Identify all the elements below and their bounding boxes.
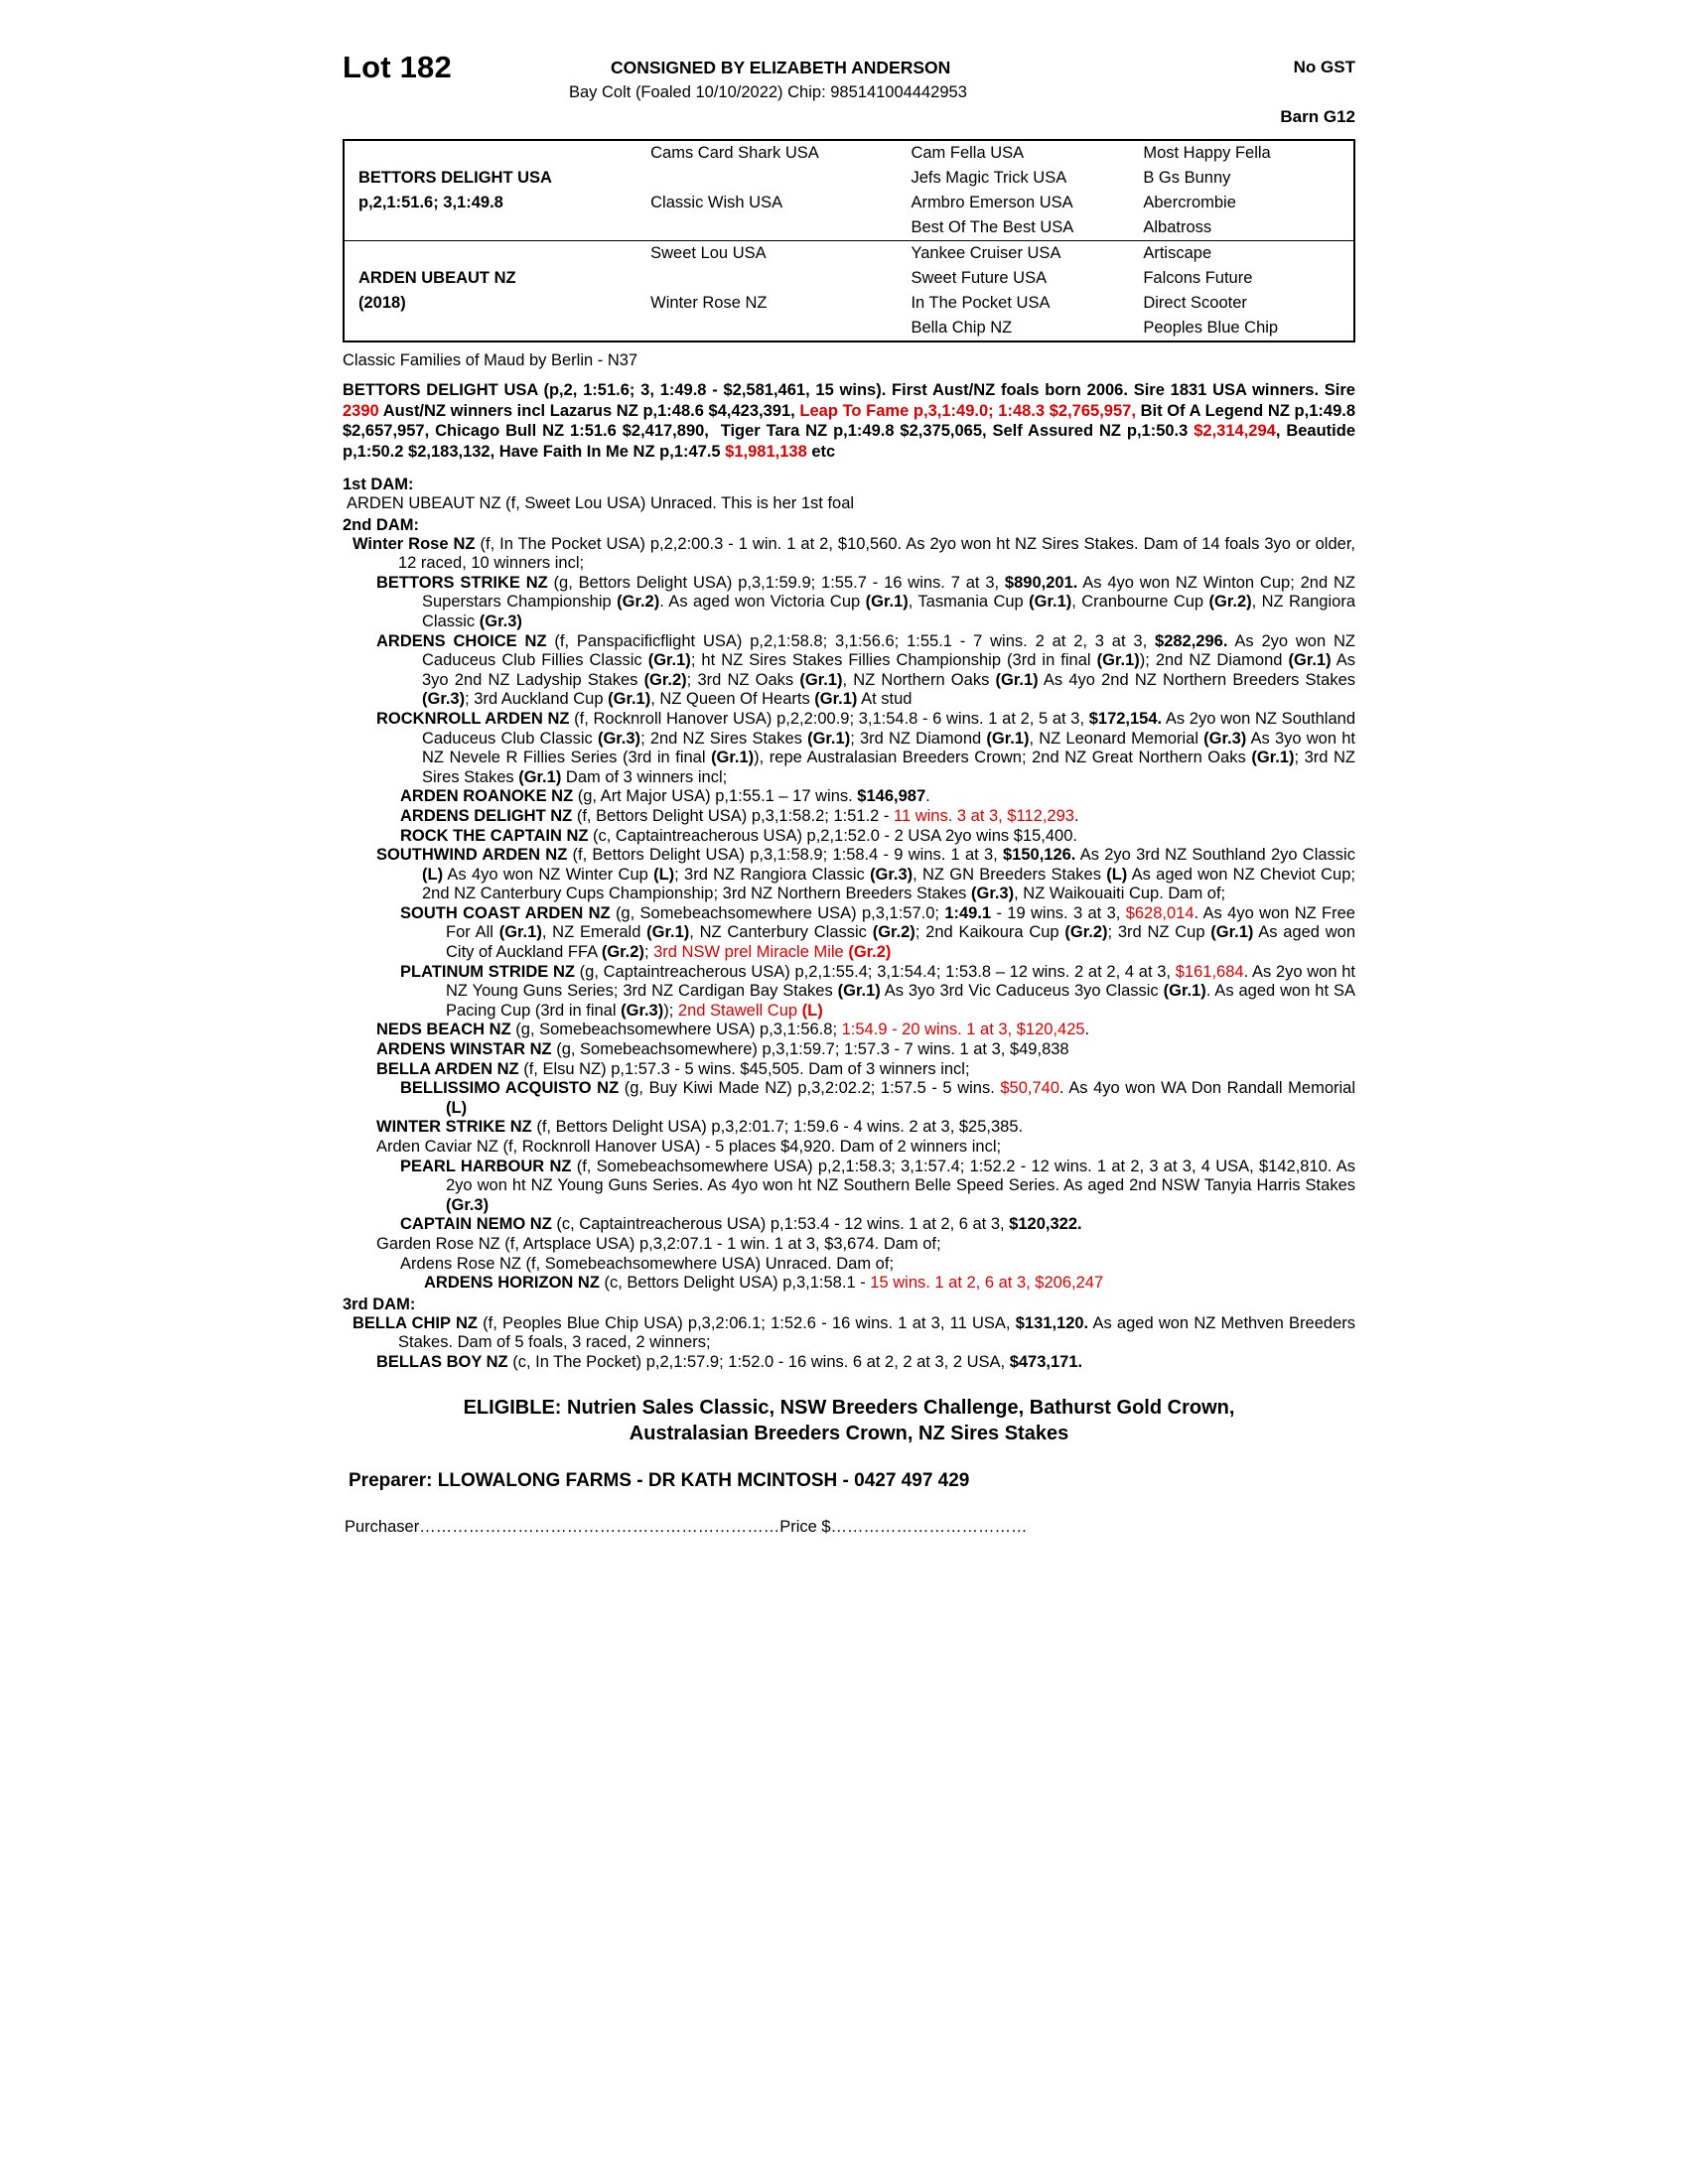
pedigree-entry: ARDENS DELIGHT NZ (f, Bettors Delight USA) p,3,1:58.2; 1:51.2 - 11 wins. 3 at 3, $112,293.: [400, 806, 1079, 825]
eligibility-line-1: ELIGIBLE: Nutrien Sales Classic, NSW Breeders Challenge, Bathurst Gold Crown,: [463, 1396, 1235, 1419]
pedigree-cell-gggsire-1: Most Happy Fella: [1143, 144, 1271, 162]
pedigree-cell-gsire-1: Cams Card Shark USA: [650, 144, 819, 162]
eligibility-line-2: Australasian Breeders Crown, NZ Sires Stakes: [629, 1422, 1069, 1444]
pedigree-entry: BELLA ARDEN NZ (f, Elsu NZ) p,1:57.3 - 5 wins. $45,505. Dam of 3 winners incl;: [376, 1059, 970, 1078]
pedigree-cell-ggsire-2: Jefs Magic Trick USA: [911, 169, 1067, 187]
table-row: [344, 266, 1354, 291]
pedigree-entry: NEDS BEACH NZ (g, Somebeachsomewhere USA) p,3,1:56.8; 1:54.9 - 20 wins. 1 at 3, $120,425.: [376, 1021, 1090, 1039]
table-row: [344, 241, 1354, 267]
pedigree-entry: CAPTAIN NEMO NZ (c, Captaintreacherous USA) p,1:53.4 - 12 wins. 1 at 2, 6 at 3, $120,322.: [400, 1215, 1082, 1234]
pedigree-entry: Ardens Rose NZ (f, Somebeachsomewhere USA) Unraced. Dam of;: [400, 1254, 895, 1273]
pedigree-entry: BELLISSIMO ACQUISTO NZ (g, Buy Kiwi Made NZ) p,3,2:02.2; 1:57.5 - 5 wins. $50,740. As 4yo won WA Don Randall Memorial (L): [400, 1079, 1356, 1117]
pedigree-entry: BELLAS BOY NZ (c, In The Pocket) p,2,1:57.9; 1:52.0 - 16 wins. 6 at 2, 2 at 3, 2 USA, $473,171.: [376, 1352, 1083, 1371]
pedigree-cell-sire-1: [344, 140, 644, 166]
pedigree-entry: BETTORS STRIKE NZ (g, Bettors Delight USA) p,3,1:59.9; 1:55.7 - 16 wins. 7 at 3, $890,201. As 4yo won NZ Winton Cup; 2nd NZ Superstars Championship (Gr.2). As aged won Victoria Cup (Gr.1), Tasmania Cup (Gr.1), Cranbourne Cup (Gr.2), NZ Rangiora Classic (Gr.3): [376, 573, 1355, 630]
pedigree-entry: ROCK THE CAPTAIN NZ (c, Captaintreacherous USA) p,2,1:52.0 - 2 USA 2yo wins $15,400.: [400, 826, 1077, 845]
pedigree-cell-ggdam-1: Yankee Cruiser USA: [905, 241, 1137, 267]
pedigree-cell-gsire-4: [644, 215, 905, 241]
barn-number: Barn G12: [1280, 107, 1355, 126]
foaling-details: Bay Colt (Foaled 10/10/2022) Chip: 985141004442953: [569, 83, 967, 101]
pedigree-entry: WINTER STRIKE NZ (f, Bettors Delight USA) p,3,2:01.7; 1:59.6 - 4 wins. 2 at 3, $25,385.: [376, 1118, 1024, 1137]
pedigree-cell-sire-3: p,2,1:51.6; 3,1:49.8: [358, 194, 503, 211]
pedigree-entry: Arden Caviar NZ (f, Rocknroll Hanover USA) - 5 places $4,920. Dam of 2 winners incl;: [376, 1138, 1002, 1156]
pedigree-narrative: [343, 476, 1355, 1373]
table-row: [344, 291, 1354, 316]
pedigree-cell-gdam-2: [644, 266, 905, 291]
pedigree-cell-gggdam-2: Falcons Future: [1143, 269, 1253, 287]
preparer-line: Preparer: LLOWALONG FARMS - DR KATH MCINTOSH - 0427 497 429: [349, 1469, 970, 1491]
pedigree-cell-gdam-3: Winter Rose NZ: [650, 294, 768, 312]
pedigree-cell-ggdam-3: In The Pocket USA: [911, 294, 1051, 312]
pedigree-entry: SOUTHWIND ARDEN NZ (f, Bettors Delight USA) p,3,1:58.9; 1:58.4 - 9 wins. 1 at 3, $150,126. As 2yo 3rd NZ Southland 2yo Classic (L) As 4yo won NZ Winter Cup (L); 3rd NZ Rangiora Classic (Gr.3), NZ GN Breeders Stakes (L) As aged won NZ Cheviot Cup; 2nd NZ Canterbury Cups Championship; 3rd NZ Northern Breeders Stakes (Gr.3), NZ Waikouaiti Cup. Dam of;: [376, 846, 1355, 903]
pedigree-cell-ggdam-4: Bella Chip NZ: [911, 319, 1013, 337]
lot-number: Lot 182: [343, 50, 452, 84]
pedigree-entry: ARDENS HORIZON NZ (c, Bettors Delight USA) p,3,1:58.1 - 15 wins. 1 at 2, 6 at 3, $206,247: [424, 1274, 1104, 1293]
dam-section-heading: 2nd DAM:: [343, 515, 419, 534]
pedigree-cell-gggsire-3: Abercrombie: [1143, 194, 1236, 211]
pedigree-entry: Garden Rose NZ (f, Artsplace USA) p,3,2:07.1 - 1 win. 1 at 3, $3,674. Dam of;: [376, 1234, 941, 1253]
table-row: [344, 191, 1354, 215]
pedigree-cell-ggdam-2: Sweet Future USA: [911, 269, 1048, 287]
pedigree-cell-sire-2: BETTORS DELIGHT USA: [358, 169, 552, 187]
consignor-line: CONSIGNED BY ELIZABETH ANDERSON: [611, 58, 951, 77]
table-row: [344, 166, 1354, 191]
pedigree-cell-gggdam-3: Direct Scooter: [1143, 294, 1247, 312]
pedigree-cell-dam-4: [344, 316, 644, 341]
table-row: [344, 316, 1354, 341]
pedigree-cell-dam-2: ARDEN UBEAUT NZ: [358, 269, 516, 287]
dam-section-heading: 1st DAM:: [343, 476, 414, 493]
eligibility-block: [352, 1395, 1345, 1446]
page-header: [343, 40, 1355, 135]
pedigree-entry: SOUTH COAST ARDEN NZ (g, Somebeachsomewhere USA) p,3,1:57.0; 1:49.1 - 19 wins. 3 at 3, $628,014. As 4yo won NZ Free For All (Gr.1), NZ Emerald (Gr.1), NZ Canterbury Classic (Gr.2); 2nd Kaikoura Cup (Gr.2); 3rd NZ Cup (Gr.1) As aged won City of Auckland FFA (Gr.2); 3rd NSW prel Miracle Mile (Gr.2): [400, 903, 1355, 962]
pedigree-cell-gggsire-4: Albatross: [1143, 218, 1212, 236]
catalogue-sheet: [343, 40, 1355, 1537]
pedigree-cell-gdam-4: [644, 316, 905, 341]
pedigree-cell-gggsire-2: B Gs Bunny: [1143, 169, 1231, 187]
pedigree-entry: ROCKNROLL ARDEN NZ (f, Rocknroll Hanover USA) p,2,2:00.9; 3,1:54.8 - 6 wins. 1 at 2, 5 at 3, $172,154. As 2yo won NZ Southland Caduceus Club Classic (Gr.3); 2nd NZ Sires Stakes (Gr.1); 3rd NZ Diamond (Gr.1), NZ Leonard Memorial (Gr.3) As 3yo won ht NZ Nevele R Fillies Series (3rd in final (Gr.1)), repe Australasian Breeders Crown; 2nd NZ Great Northern Oaks (Gr.1); 3rd NZ Sires Stakes (Gr.1) Dam of 3 winners incl;: [376, 709, 1355, 786]
pedigree-cell-ggsire-4: Best Of The Best USA: [911, 218, 1074, 236]
pedigree-cell-ggsire-3: Armbro Emerson USA: [911, 194, 1073, 211]
pedigree-entry: ARDENS CHOICE NZ (f, Panspacificflight USA) p,2,1:58.8; 3,1:56.6; 1:55.1 - 7 wins. 2 at 2, 3 at 3, $282,296. As 2yo won NZ Caduceus Club Fillies Classic (Gr.1); ht NZ Sires Stakes Fillies Championship (3rd in final (Gr.1)); 2nd NZ Diamond (Gr.1) As 3yo 2nd NZ Ladyship Stakes (Gr.2); 3rd NZ Oaks (Gr.1), NZ Northern Oaks (Gr.1) As 4yo 2nd NZ Northern Breeders Stakes (Gr.3); 3rd Auckland Cup (Gr.1), NZ Queen Of Hearts (Gr.1) At stud: [376, 631, 1355, 709]
pedigree-entry: BELLA CHIP NZ (f, Peoples Blue Chip USA) p,3,2:06.1; 1:52.6 - 16 wins. 1 at 3, 11 USA, $131,120. As aged won NZ Methven Breeders Stakes. Dam of 5 foals, 3 raced, 2 winners;: [352, 1313, 1355, 1352]
pedigree-cell-gdam-1: Sweet Lou USA: [644, 241, 905, 267]
sire-summary-paragraph: BETTORS DELIGHT USA (p,2, 1:51.6; 3, 1:49.8 - $2,581,461, 15 wins). First Aust/NZ foals born 2006. Sire 1831 USA winners. Sire 2390 Aust/NZ winners incl Lazarus NZ p,1:48.6 $4,423,391, Leap To Fame p,3,1:49.0; 1:48.3 $2,765,957, Bit Of A Legend NZ p,1:49.8 $2,657,957, Chicago Bull NZ 1:51.6 $2,417,890, Tiger Tara NZ p,1:49.8 $2,375,065, Self Assured NZ p,1:50.3 $2,314,294, Beautide p,1:50.2 $2,183,132, Have Faith In Me NZ p,1:47.5 $1,981,138 etc: [343, 381, 1356, 461]
pedigree-cell-dam-1: [344, 241, 644, 267]
table-row: [344, 140, 1354, 166]
pedigree-entry: ARDEN ROANOKE NZ (g, Art Major USA) p,1:55.1 – 17 wins. $146,987.: [400, 787, 930, 806]
gst-status: No GST: [1293, 58, 1355, 76]
pedigree-cell-gsire-2: [644, 166, 905, 191]
pedigree-entry: PEARL HARBOUR NZ (f, Somebeachsomewhere USA) p,2,1:58.3; 3,1:57.4; 1:52.2 - 12 wins. 1 at 2, 3 at 3, 4 USA, $142,810. As 2yo won ht NZ Young Guns Series. As 4yo won ht NZ Southern Belle Speed Series. As aged 2nd NSW Tanyia Harris Stakes (Gr.3): [400, 1157, 1355, 1214]
pedigree-entry: ARDEN UBEAUT NZ (f, Sweet Lou USA) Unraced. This is her 1st foal: [347, 494, 855, 512]
pedigree-cell-ggsire-1: Cam Fella USA: [911, 144, 1025, 162]
pedigree-body: [344, 140, 1354, 341]
pedigree-cell-dam-3: (2018): [358, 294, 406, 312]
pedigree-cell-gsire-3: Classic Wish USA: [650, 194, 783, 211]
pedigree-table: [343, 139, 1355, 342]
table-row: [344, 215, 1354, 241]
dam-section-heading: 3rd DAM:: [343, 1295, 416, 1313]
pedigree-cell-gggdam-4: Peoples Blue Chip: [1143, 319, 1279, 337]
purchaser-price-line: Purchaser…………………………………………………………Price $………………………………: [345, 1517, 1028, 1536]
pedigree-entry: ARDENS WINSTAR NZ (g, Somebeachsomewhere) p,3,1:59.7; 1:57.3 - 7 wins. 1 at 3, $49,838: [376, 1040, 1069, 1059]
pedigree-entry: PLATINUM STRIDE NZ (g, Captaintreacherous USA) p,2,1:55.4; 3,1:54.4; 1:53.8 – 12 wins. 2 at 2, 4 at 3, $161,684. As 2yo won ht NZ Young Guns Series; 3rd NZ Cardigan Bay Stakes (Gr.1) As 3yo 3rd Vic Caduceus 3yo Classic (Gr.1). As aged won ht SA Pacing Cup (3rd in final (Gr.3)); 2nd Stawell Cup (L): [400, 962, 1355, 1020]
classic-families-line: Classic Families of Maud by Berlin - N37: [343, 351, 638, 369]
pedigree-entry: Winter Rose NZ (f, In The Pocket USA) p,2,2:00.3 - 1 win. 1 at 2, $10,560. As 2yo won ht NZ Sires Stakes. Dam of 14 foals 3yo or older, 12 raced, 10 winners incl;: [352, 534, 1355, 573]
pedigree-cell-sire-4: [344, 215, 644, 241]
pedigree-cell-gggdam-1: Artiscape: [1137, 241, 1354, 267]
